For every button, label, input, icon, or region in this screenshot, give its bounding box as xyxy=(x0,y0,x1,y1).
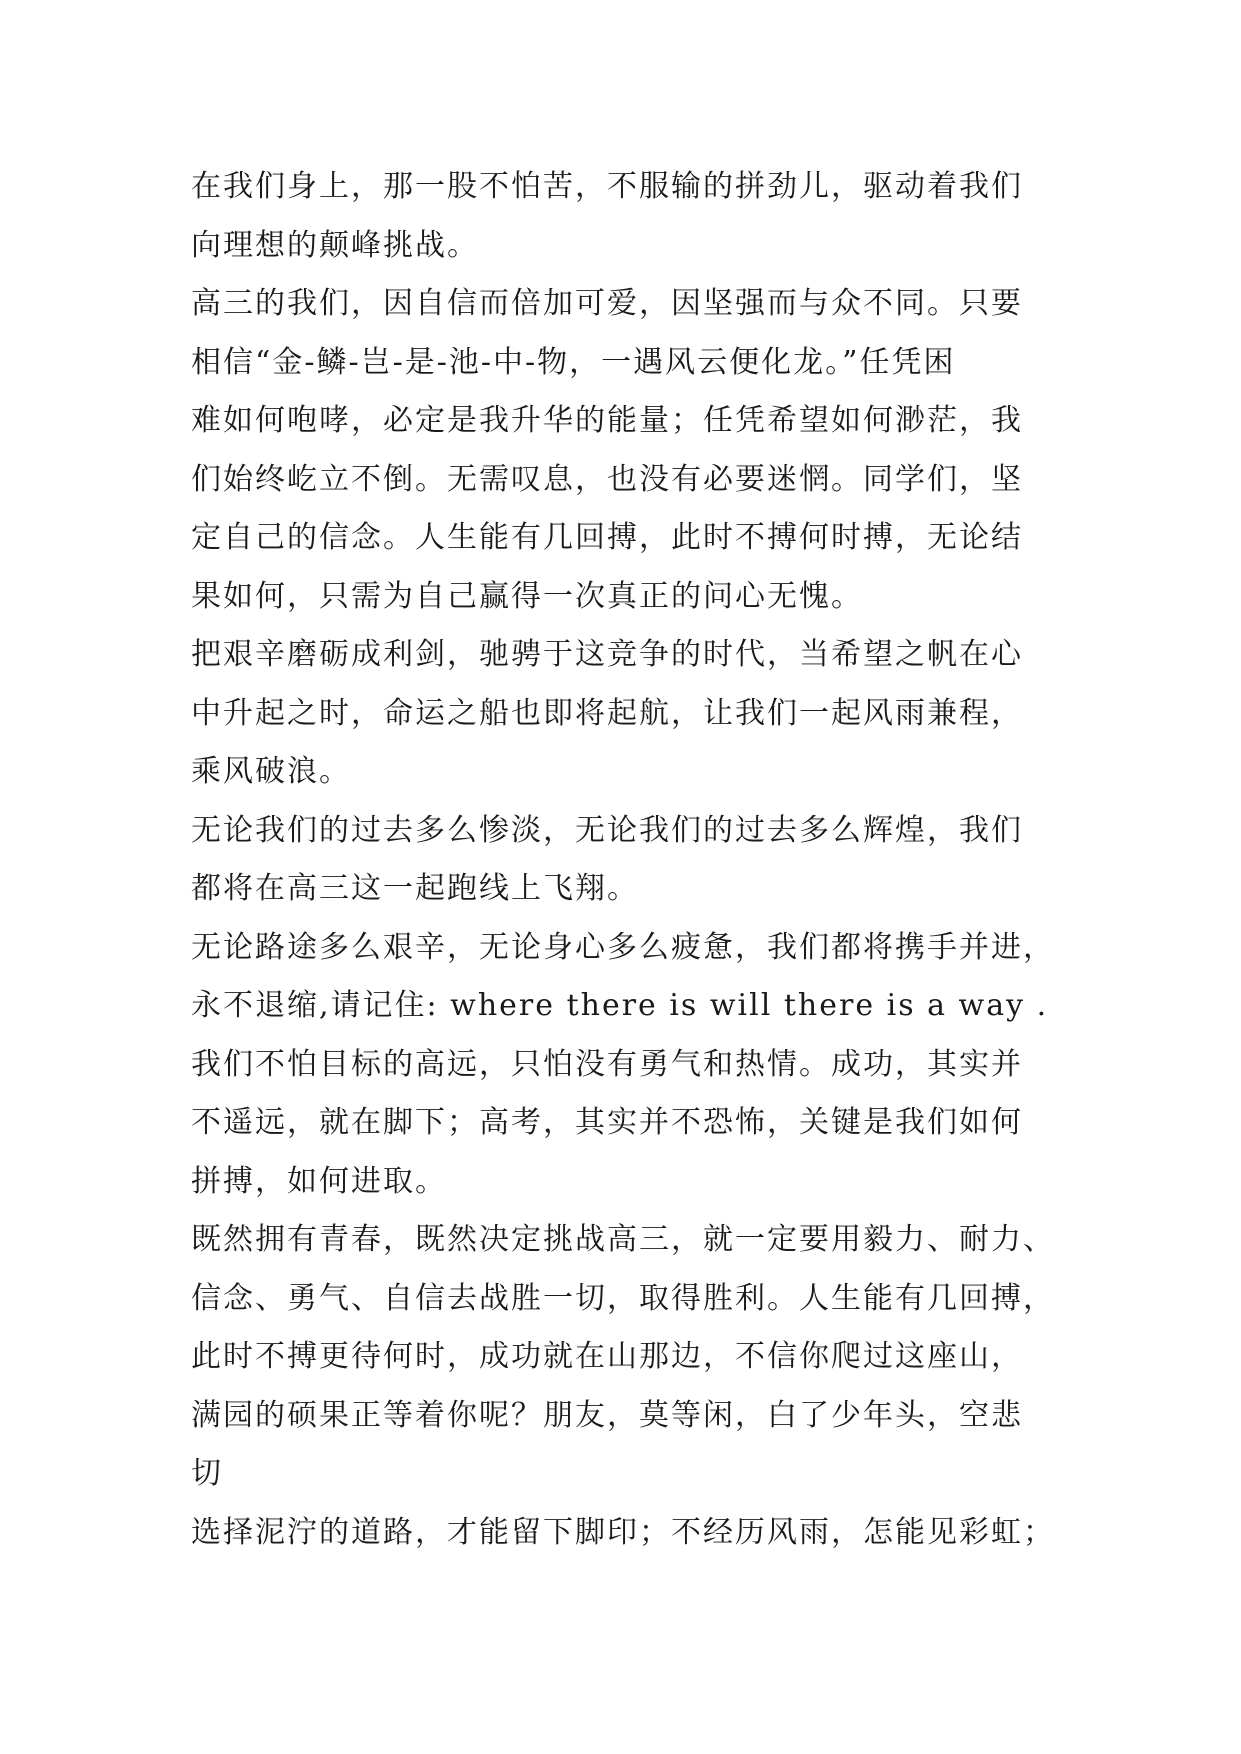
text-line: 定自己的信念。人生能有几回搏，此时不搏何时搏，无论结 xyxy=(191,520,1023,555)
text-line: 高三的我们，因自信而倍加可爱，因坚强而与众不同。只要 xyxy=(191,286,1023,321)
text-line: 不遥远，就在脚下；高考，其实并不恐怖，关键是我们如何 xyxy=(191,1105,1023,1140)
text-line: 乘风破浪。 xyxy=(191,754,351,789)
text-line: 选择泥泞的道路，才能留下脚印；不经历风雨，怎能见彩虹； xyxy=(191,1514,1055,1550)
text-line: 此时不搏更待何时，成功就在山那边，不信你爬过这座山， xyxy=(191,1339,1023,1374)
text-line: 相信“金-鳞-岂-是-池-中-物，一遇风云便化龙。”任凭困 xyxy=(191,344,956,380)
text-line: 无论路途多么艰辛，无论身心多么疲惫，我们都将携手并进， xyxy=(191,929,1055,965)
text-line: 我们不怕目标的高远，只怕没有勇气和热情。成功，其实并 xyxy=(191,1046,1023,1082)
text-line: 既然拥有青春，既然决定挑战高三，就一定要用毅力、耐力、 xyxy=(191,1222,1055,1257)
text-line: 们始终屹立不倒。无需叹息，也没有必要迷惘。同学们，坚 xyxy=(191,461,1023,497)
text-line: 向理想的颠峰挑战。 xyxy=(191,227,479,263)
text-line: 切 xyxy=(191,1456,223,1491)
text-line: 难如何咆哮，必定是我升华的能量；任凭希望如何渺茫，我 xyxy=(191,403,1023,438)
text-line: 满园的硕果正等着你呢？朋友，莫等闲，白了少年头，空悲 xyxy=(191,1397,1023,1433)
body-text xyxy=(191,158,1071,1562)
text-line: 信念、勇气、自信去战胜一切，取得胜利。人生能有几回搏， xyxy=(191,1280,1055,1316)
text-line: 在我们身上，那一股不怕苦，不服输的拼劲儿，驱动着我们 xyxy=(191,169,1023,204)
text-line: 拼搏，如何进取。 xyxy=(191,1163,447,1199)
text-line: 把艰辛磨砺成利剑，驰骋于这竞争的时代，当希望之帆在心 xyxy=(191,637,1023,672)
text-line: 果如何，只需为自己赢得一次真正的问心无愧。 xyxy=(191,578,863,614)
text-line: 中升起之时，命运之船也即将起航，让我们一起风雨兼程， xyxy=(191,695,1023,731)
text-line: 永不退缩,请记住: where there is will there is a way . xyxy=(191,988,1049,1023)
text-line: 都将在高三这一起跑线上飞翔。 xyxy=(191,871,639,906)
text-line: 无论我们的过去多么惨淡，无论我们的过去多么辉煌，我们 xyxy=(191,812,1023,848)
